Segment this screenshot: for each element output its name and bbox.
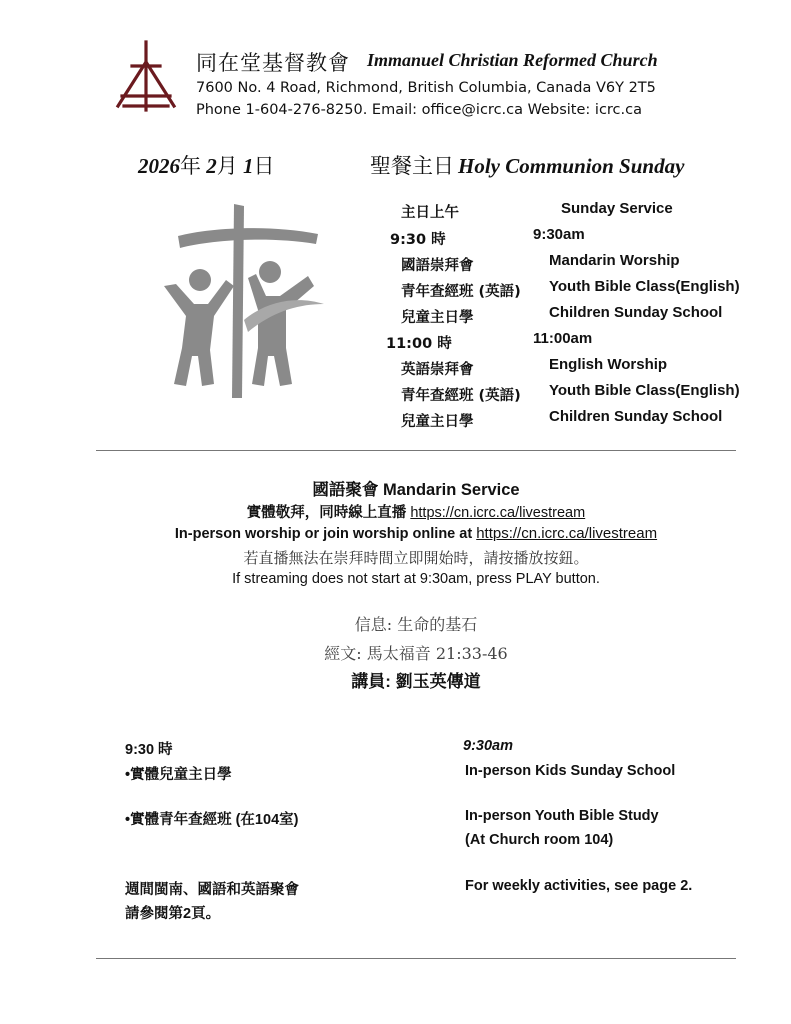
weekly-cn-1: 週間閩南、國語和英語聚會 — [125, 882, 299, 898]
schedule-right-6: English Worship — [549, 356, 668, 373]
date-day: 1 — [243, 154, 254, 178]
divider-bottom — [96, 958, 736, 959]
schedule-left-6: 英語崇拜會 — [401, 362, 474, 378]
schedule-right-7: Youth Bible Class(English) — [549, 382, 740, 399]
schedule-right-8: Children Sunday School — [549, 408, 723, 425]
schedule-right-1: 9:30am — [533, 226, 585, 243]
bottom-item2-cn — [125, 808, 298, 829]
schedule-left-4: 兒童主日學 — [401, 310, 474, 326]
bottom-item2-en-1: In-person Youth Bible Study — [465, 808, 659, 824]
church-english-name: Immanuel Christian Reformed Church — [367, 50, 658, 70]
livestream-text-cn: 實體敬拜，同時線上直播 — [246, 505, 407, 521]
schedule-right-5: 11:00am — [533, 330, 593, 347]
schedule-right-4: Children Sunday School — [549, 304, 723, 321]
livestream-link-cn[interactable]: https://cn.icrc.ca/livestream — [410, 505, 586, 521]
date-month: 2 — [206, 154, 217, 178]
bottom-item1-cn-text: 實體兒童主日學 — [130, 767, 232, 783]
livestream-line-cn — [96, 501, 736, 522]
cross-figures-illustration — [148, 200, 328, 400]
mandarin-service-title: 國語聚會 Mandarin Service — [312, 481, 520, 499]
livestream-line-en — [96, 525, 736, 542]
church-address: 7600 No. 4 Road, Richmond, British Columbia, Canada V6Y 2T5 — [196, 80, 656, 96]
divider-top — [96, 450, 736, 451]
bottom-item1-cn — [125, 763, 232, 784]
schedule-left-8: 兒童主日學 — [401, 414, 474, 430]
date-day-char: 日 — [253, 154, 275, 178]
service-title — [370, 150, 684, 180]
bottom-item2-cn-text: 實體青年查經班 (在104室) — [130, 812, 299, 828]
bottom-time-cn: 9:30 時 — [125, 742, 173, 758]
sermon-scripture: 經文: 馬太福音 21:33-46 — [324, 644, 508, 663]
bullet-icon: • — [125, 812, 131, 828]
sermon-speaker: 講員: 劉玉英傳道 — [351, 672, 481, 691]
bottom-item1-en: In-person Kids Sunday School — [465, 763, 676, 779]
schedule-left-2: 國語崇拜會 — [401, 258, 474, 274]
livestream-text-en: In-person worship or join worship online at — [174, 526, 473, 542]
weekly-en: For weekly activities, see page 2. — [465, 878, 693, 894]
title-chinese: 聖餐主日 — [370, 154, 454, 178]
bottom-time-en: 9:30am — [463, 738, 513, 754]
schedule-right-0: Sunday Service — [561, 200, 673, 217]
schedule-left-5: 11:00 時 — [386, 336, 452, 352]
schedule-left-1: 9:30 時 — [390, 232, 446, 248]
schedule-left-7: 青年查經班 (英語) — [401, 388, 521, 404]
stream-note-en: If streaming does not start at 9:30am, press PLAY button. — [232, 571, 600, 587]
schedule-left-3: 青年查經班 (英語) — [401, 284, 521, 300]
stream-note-cn: 若直播無法在崇拜時間立即開始時，請按播放按鈕。 — [243, 549, 589, 567]
livestream-link-en[interactable]: https://cn.icrc.ca/livestream — [476, 525, 658, 542]
service-date — [138, 150, 275, 180]
schedule-left-0: 主日上午 — [401, 205, 459, 221]
weekly-cn-2: 請參閱第2頁。 — [125, 906, 221, 922]
date-year: 2026 — [138, 154, 180, 178]
title-english: Holy Communion Sunday — [458, 154, 685, 178]
schedule-right-2: Mandarin Worship — [549, 252, 680, 269]
bullet-icon: • — [125, 767, 131, 783]
bottom-item2-en-2: (At Church room 104) — [465, 832, 614, 848]
date-year-char: 年 — [180, 154, 201, 178]
church-logo-icon — [112, 40, 178, 112]
sermon-message: 信息: 生命的基石 — [354, 615, 478, 634]
church-chinese-name: 同在堂基督教會 — [196, 51, 350, 75]
schedule-right-3: Youth Bible Class(English) — [549, 278, 740, 295]
church-contact: Phone 1-604-276-8250. Email: office@icrc.ca Website: icrc.ca — [196, 102, 642, 118]
date-month-char: 月 — [216, 154, 238, 178]
